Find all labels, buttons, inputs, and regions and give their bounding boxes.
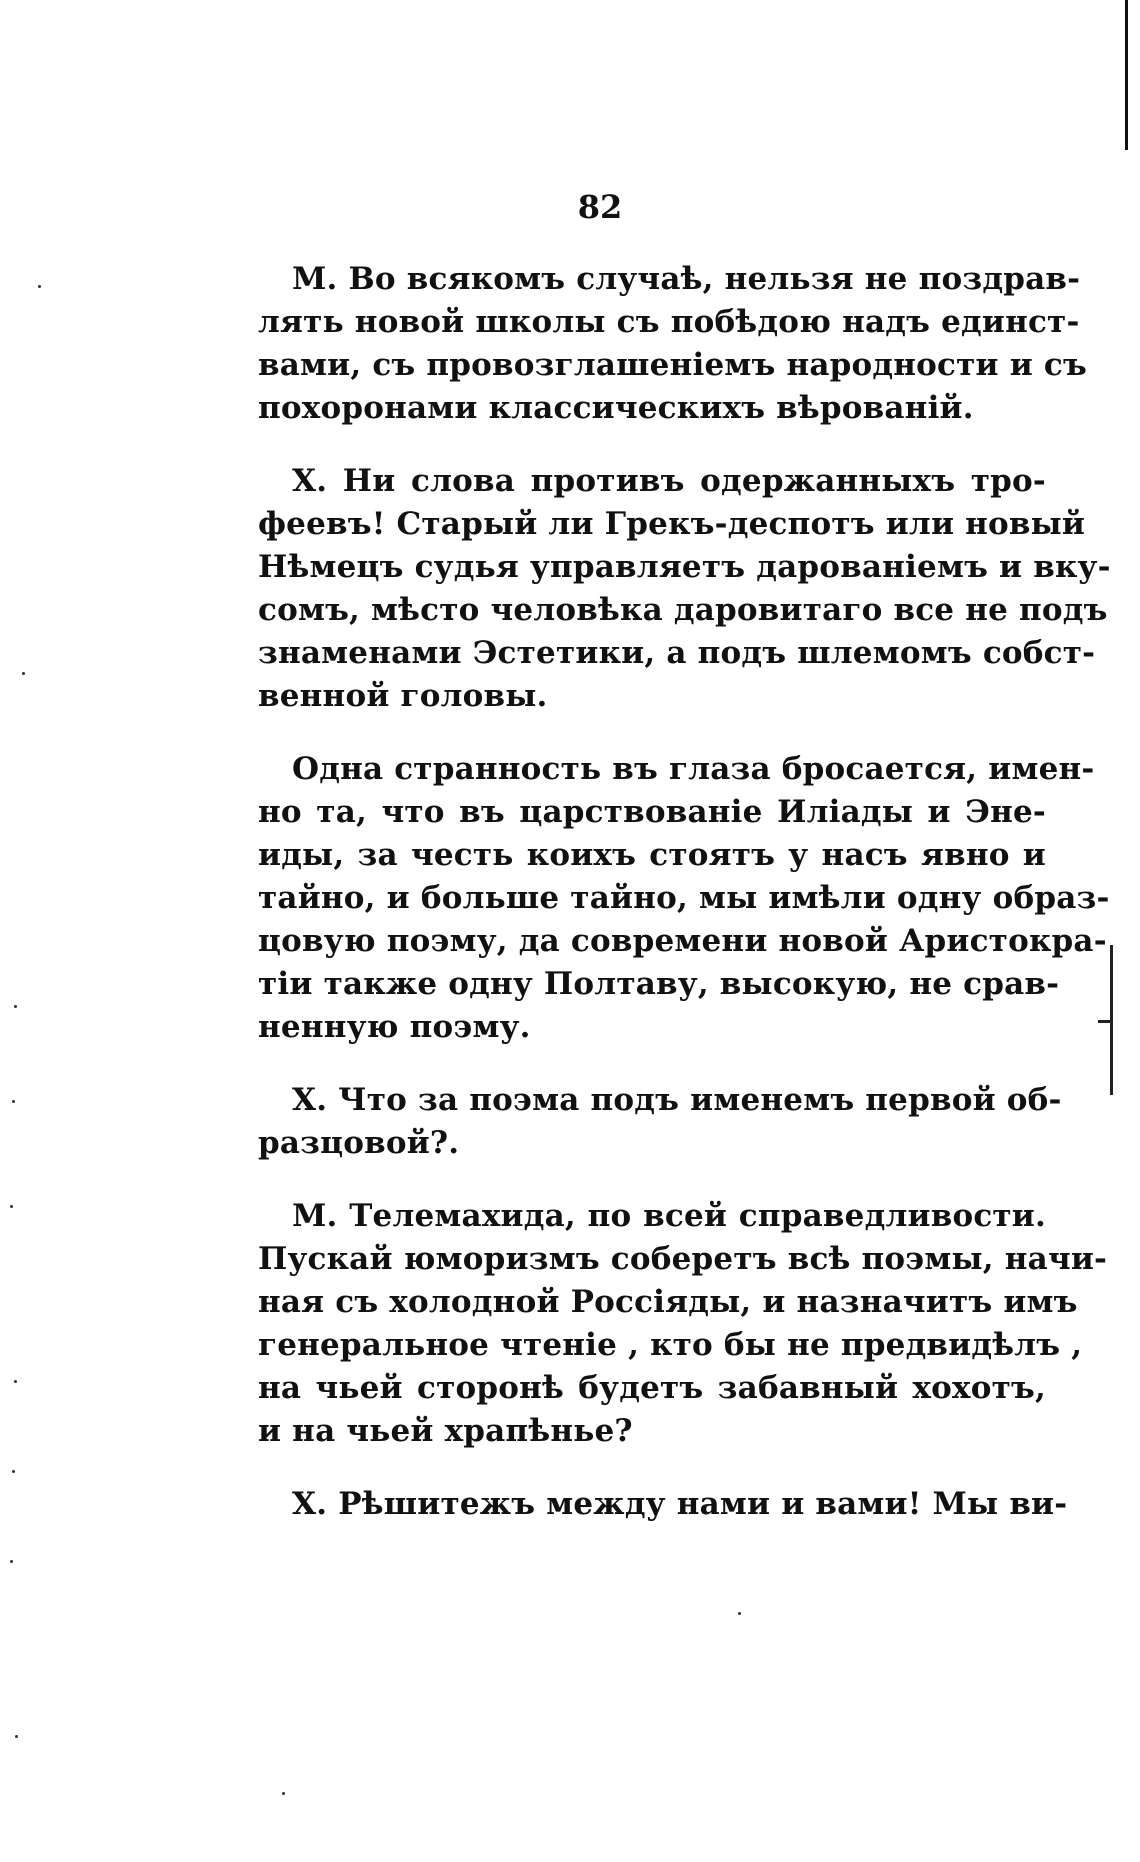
text-line: ненную поэму. [258,1009,531,1045]
speck [10,1205,13,1208]
text-line: цовую поэму, да современи новой Аристокра- [258,923,1107,959]
text-line: Х. Ни слова противъ одержанныхъ тро- [292,463,1046,499]
text-line: М. Во всякомъ случаѣ, нельзя не поздрав- [292,261,1081,297]
text-line: на чьей сторонѣ будетъ забавный хохотъ, [258,1370,1046,1406]
speck [282,1792,285,1795]
paragraph [258,258,1087,430]
page-edge-line [1125,0,1128,150]
text-line: Пускай юморизмъ соберетъ всѣ поэмы, начи- [258,1241,1108,1277]
text-line: тайно, и больше тайно, мы имѣли одну образ- [258,880,1110,916]
speck [12,1470,15,1473]
speck [15,1735,18,1738]
text-line: сомъ, мѣсто человѣка даровитаго все не подъ [258,592,1108,628]
text-line: Нѣмецъ судья управляетъ дарованіемъ и вку- [258,549,1111,585]
margin-edge-tick [1098,1020,1112,1023]
paragraph [258,1483,1068,1526]
speck [22,672,25,675]
text-line: лять новой школы съ побѣдою надъ единст- [258,304,1080,340]
text-line: знаменами Эстетики, а подъ шлемомъ собст- [258,635,1096,671]
text-line: генеральное чтеніе , кто бы не предвидѣлъ , [258,1327,1083,1363]
text-line: Х. Что за поэма подъ именемъ первой об- [292,1082,1062,1118]
body-text [258,258,1111,1556]
text-line: иды, за честь коихъ стоятъ у насъ явно и [258,837,1046,873]
page-number: 82 [577,188,623,226]
text-line: разцовой?. [258,1125,460,1161]
speck [738,1612,741,1615]
speck [14,1380,17,1383]
text-line: феевъ! Старый ли Грекъ-деспотъ или новый [258,506,1086,542]
text-line: вами, съ провозглашеніемъ народности и съ [258,347,1087,383]
paragraph [258,1079,1062,1165]
paragraph [258,748,1110,1049]
text-line: венной головы. [258,678,548,714]
speck [14,1005,17,1008]
text-line: похоронами классическихъ вѣрованій. [258,390,974,426]
speck [12,1100,15,1103]
speck [38,285,41,288]
text-line: но та, что въ царствованіе Иліады и Эне- [258,794,1046,830]
paragraph [258,1195,1108,1453]
paragraph [258,460,1111,718]
text-line: ная съ холодной Россіяды, и назначитъ имъ [258,1284,1078,1320]
text-line: и на чьей храпѣнье? [258,1413,633,1449]
text-line: М. Телемахида, по всей справедливости. [292,1198,1046,1234]
text-line: тіи также одну Полтаву, высокую, не срав- [258,966,1060,1002]
speck [10,1560,13,1563]
text-line: Х. Рѣшитежъ между нами и вами! Мы ви- [292,1486,1068,1522]
text-line: Одна странность въ глаза бросается, имен- [292,751,1095,787]
